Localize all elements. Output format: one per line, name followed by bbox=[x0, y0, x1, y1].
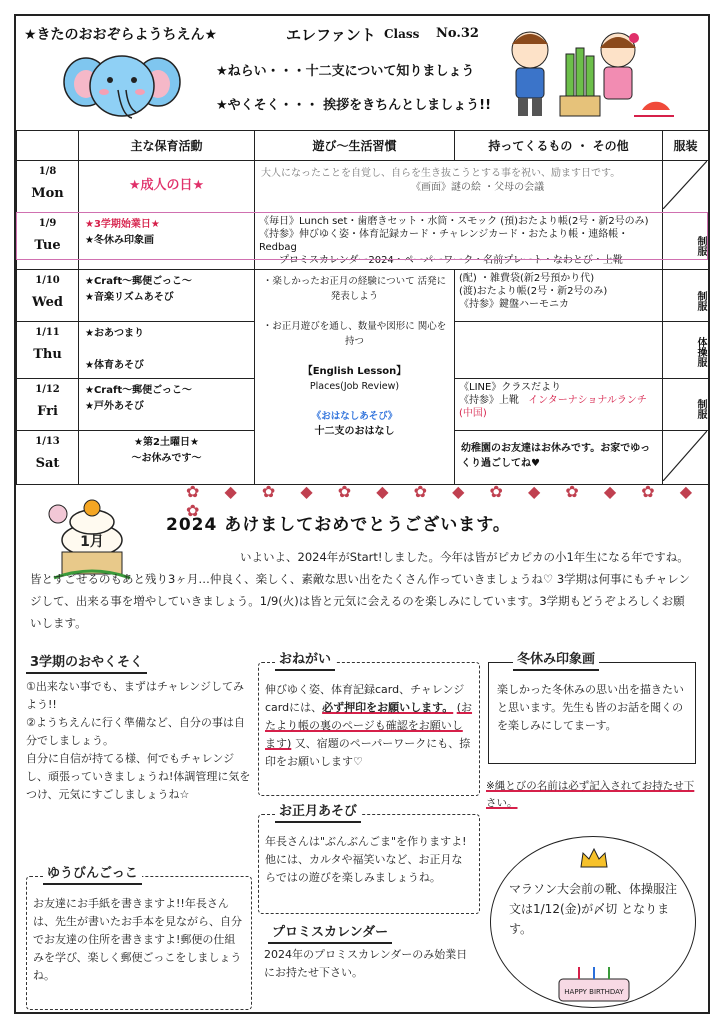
date: 1/11 bbox=[35, 327, 60, 338]
story-subtitle: 十二支のおはなし bbox=[314, 426, 395, 437]
winter-drawing-text: 楽しかった冬休みの思い出を描きたいと思います。先生も皆のお話を聞くのを楽しみにしてまーす。 bbox=[497, 683, 684, 732]
bring-cell-empty bbox=[455, 322, 663, 379]
uniform-cell: 制服 bbox=[663, 213, 709, 270]
intro-paragraph bbox=[30, 546, 694, 634]
promise-calendar-text: 2024年のプロミスカレンダーのみ始業日にお持たせ下さい。 bbox=[264, 948, 468, 979]
winter-drawing-title: 冬休み印象画 bbox=[513, 651, 599, 671]
date-cell bbox=[17, 270, 79, 322]
bring-instrument: 《持参》鍵盤ハーモニカ bbox=[459, 299, 569, 310]
promise-calendar-box bbox=[258, 924, 480, 1004]
uniform-cell: 体操服 bbox=[663, 322, 709, 379]
date-cell bbox=[17, 161, 79, 213]
english-lesson: 【English Lesson】 bbox=[302, 366, 407, 377]
distribute: (配) ・雑費袋(新2号預かり代) bbox=[459, 273, 595, 284]
activity-line-1: ★3学期始業日★ bbox=[85, 219, 160, 230]
table-header-row bbox=[17, 131, 709, 161]
line-newsletter: 《LINE》クラスだより bbox=[459, 382, 562, 393]
table-row-mon bbox=[17, 161, 709, 213]
month-badge-label: 1月 bbox=[80, 534, 104, 550]
day-of-week: Mon bbox=[31, 186, 64, 201]
class-name: エレファント bbox=[286, 26, 376, 44]
term-promise-box bbox=[26, 654, 252, 862]
uniform-cell bbox=[663, 161, 709, 213]
bring-items: 《持参》伸びゆく姿・体育記録カード・チャレンジカード・おたより帳・連絡帳・Redbag bbox=[259, 229, 629, 253]
bring-header: 持ってくるもの ・ その他 bbox=[455, 131, 663, 161]
schedule-table bbox=[16, 130, 709, 485]
winter-drawing-box bbox=[488, 652, 696, 764]
story-title: 《おはなしあそび》 bbox=[311, 411, 398, 422]
term-promise-2: ②ようちえんに行く準備など、自分の事は自分でしましょう。 bbox=[26, 716, 245, 747]
activity-line-2: ★冬休み印象画 bbox=[85, 235, 154, 246]
new-year-play-box bbox=[258, 804, 480, 914]
international-lunch: インターナショナルランチ(中国) bbox=[459, 395, 647, 419]
activity-cell bbox=[79, 270, 255, 322]
marathon-notice-text: マラソン大会前の靴、体操服注文は1/12(金)が〆切 となります。 bbox=[509, 882, 678, 936]
hand-over: (渡)おたより帳(2号・新2号のみ) bbox=[459, 286, 608, 297]
date-cell bbox=[17, 213, 79, 270]
new-year-play-text: 年長さんは"ぶんぶんごま"を作りますよ!他には、カルタや福笑いなど、お正月ならではの遊びを楽しみましょうね。 bbox=[265, 835, 467, 884]
intro-text: いよいよ、2024年がStart!しました。今年は皆がピカピカの小1年生になる年ですね。皆とすごせるのもあと残り3ヶ月…仲良く、楽しく、素敵な思い出をたくさん作っていきましょうね♡ 3学期は何事にもチャレンジして、出来る事を増やしていきましょう。1/9(火)は皆と元気に会えるのを楽しみにしています。3学期もどうぞよろしくお願いします。 bbox=[30, 550, 690, 630]
date-header bbox=[17, 131, 79, 161]
holiday-label: ★成人の日★ bbox=[128, 178, 205, 193]
request-text-2: (おたより帳の裏のページも確認をお願いします) bbox=[265, 701, 473, 750]
activity-line-2: ★音楽リズムあそび bbox=[85, 292, 174, 303]
activity-line-1: ★Craft～郵便ごっこ～ bbox=[85, 385, 192, 396]
activity-line-2: ★体育あそび bbox=[85, 360, 144, 371]
activity-line-2: ～お休みです～ bbox=[131, 453, 202, 464]
activity-cell bbox=[79, 379, 255, 431]
bring-cell bbox=[255, 213, 663, 270]
date: 1/8 bbox=[38, 166, 57, 177]
marathon-notice-box bbox=[490, 836, 696, 1008]
handwritten-note: 《画面》謎の絵 ・父母の会議 bbox=[411, 182, 545, 193]
bring-shoes: 《持参》上靴 bbox=[459, 395, 519, 406]
date: 1/10 bbox=[35, 275, 60, 286]
english-topic: Places(Job Review) bbox=[309, 381, 400, 392]
lower-section bbox=[16, 478, 708, 1012]
activity-line-2: ★戸外あそび bbox=[85, 401, 144, 412]
activity-header: 主な保育活動 bbox=[79, 131, 255, 161]
activity-line-1: ★第2土曜日★ bbox=[134, 437, 199, 448]
day-of-week: Sat bbox=[35, 456, 60, 471]
date: 1/13 bbox=[35, 436, 60, 447]
closed-message: 幼稚園のお友達はお休みです。お家でゆっくり過ごしてね♥ bbox=[461, 443, 651, 469]
bring-cell bbox=[455, 270, 663, 322]
class-label: Class bbox=[384, 27, 420, 41]
crown-icon bbox=[579, 847, 609, 869]
request-title: おねがい bbox=[275, 651, 335, 671]
request-stamp: 必ず押印をお願いします。 bbox=[322, 701, 454, 714]
day-of-week: Fri bbox=[37, 404, 58, 419]
jumprope-note-text: ※縄とびの名前は必ず記入されてお持たせ下さい。 bbox=[486, 780, 695, 809]
term-promise-title: 3学期のおやくそく bbox=[26, 654, 147, 674]
bring-items-2: プロミスカレンダー2024・ペーパーワーク・名前プレート・なわとび・上靴 bbox=[279, 255, 623, 266]
note-cell bbox=[255, 161, 663, 213]
bring-cell bbox=[455, 379, 663, 431]
postal-play-title: ゆうびんごっこ bbox=[43, 865, 142, 885]
birthday-cake-icon bbox=[549, 965, 639, 1005]
request-box bbox=[258, 652, 480, 796]
no-uniform-slash bbox=[663, 431, 707, 481]
new-year-decoration-icons: ✿ ◆ ✿ ◆ ✿ ◆ ✿ ◆ ✿ ◆ ✿ ◆ ✿ ◆ ✿ bbox=[186, 482, 703, 520]
play-cell bbox=[255, 270, 455, 485]
no-uniform-slash bbox=[663, 161, 707, 209]
promise-calendar-title: プロミスカレンダー bbox=[268, 924, 392, 944]
request-text-1: 伸びゆく姿、体育記録card、チャレンジcardには、 bbox=[265, 683, 465, 714]
uniform-cell bbox=[663, 431, 709, 485]
kids-with-kadomatsu-illustration bbox=[494, 24, 674, 128]
bring-cell bbox=[455, 431, 663, 485]
date-cell bbox=[17, 431, 79, 485]
aim-text: ★ねらい・・・十二支について知りましょう bbox=[216, 64, 475, 79]
day-of-week: Wed bbox=[32, 295, 63, 310]
play-goal-1: ・楽しかったお正月の経験について 活発に発表しよう bbox=[262, 276, 447, 302]
newsletter-page bbox=[14, 14, 710, 1014]
activity-line-1: ★おあつまり bbox=[85, 328, 144, 339]
date: 1/9 bbox=[38, 218, 57, 229]
request-text-3: 又、宿題のペーパーワークにも、捺印をお願いします♡ bbox=[265, 737, 471, 768]
activity-cell bbox=[79, 213, 255, 270]
activity-cell bbox=[79, 322, 255, 379]
elephant-illustration bbox=[62, 46, 182, 126]
uniform-cell: 制服 bbox=[663, 379, 709, 431]
activity-cell bbox=[79, 161, 255, 213]
holiday-note: 大人になったことを自覚し、自らを生き抜こうとする事を祝い、励ます日です。 bbox=[261, 168, 621, 179]
promise-text: ★やくそく・・・ 挨拶をきちんとしましょう!! bbox=[216, 98, 492, 113]
activity-line-1: ★Craft～郵便ごっこ～ bbox=[85, 276, 192, 287]
uniform-header: 服装 bbox=[663, 131, 709, 161]
cake-label: HAPPY BIRTHDAY bbox=[564, 988, 624, 996]
postal-play-box bbox=[26, 866, 252, 1010]
table-row-tue bbox=[17, 213, 709, 270]
date-cell bbox=[17, 322, 79, 379]
activity-cell bbox=[79, 431, 255, 485]
term-promise-1: ①出来ない事でも、まずはチャレンジしてみよう!! bbox=[26, 680, 244, 711]
new-year-play-title: お正月あそび bbox=[275, 803, 361, 823]
table-row-wed bbox=[17, 270, 709, 322]
jumprope-note bbox=[486, 778, 700, 812]
issue-number: No.32 bbox=[436, 26, 479, 41]
bring-daily: 《毎日》Lunch set・歯磨きセット・水筒・スモック (預)おたより帳(2号・新2号のみ) bbox=[259, 216, 649, 227]
header bbox=[16, 16, 708, 130]
date-cell bbox=[17, 379, 79, 431]
new-year-greeting: 2024 あけましておめでとうございます。 bbox=[166, 515, 511, 535]
day-of-week: Tue bbox=[34, 238, 61, 253]
uniform-cell: 制服 bbox=[663, 270, 709, 322]
term-promise-3: 自分に自信が持てる様、何でもチャレンジし、頑張っていきましょうね!体調管理に気をつけ、元気にすごしましょうね☆ bbox=[26, 752, 251, 801]
play-header: 遊び～生活習慣 bbox=[255, 131, 455, 161]
postal-play-text: お友達にお手紙を書きますよ!!年長さんは、先生が書いたお手本を見ながら、自分でお友達の住所を書きますよ!郵便の仕組みを学び、楽しく郵便ごっこをしましょうね。 bbox=[33, 897, 242, 982]
date: 1/12 bbox=[35, 384, 60, 395]
play-goal-2: ・お正月遊びを通し、数量や図形に 関心を持つ bbox=[262, 321, 447, 347]
day-of-week: Thu bbox=[33, 347, 62, 362]
school-name: ★きたのおおぞらようちえん★ bbox=[24, 27, 218, 43]
